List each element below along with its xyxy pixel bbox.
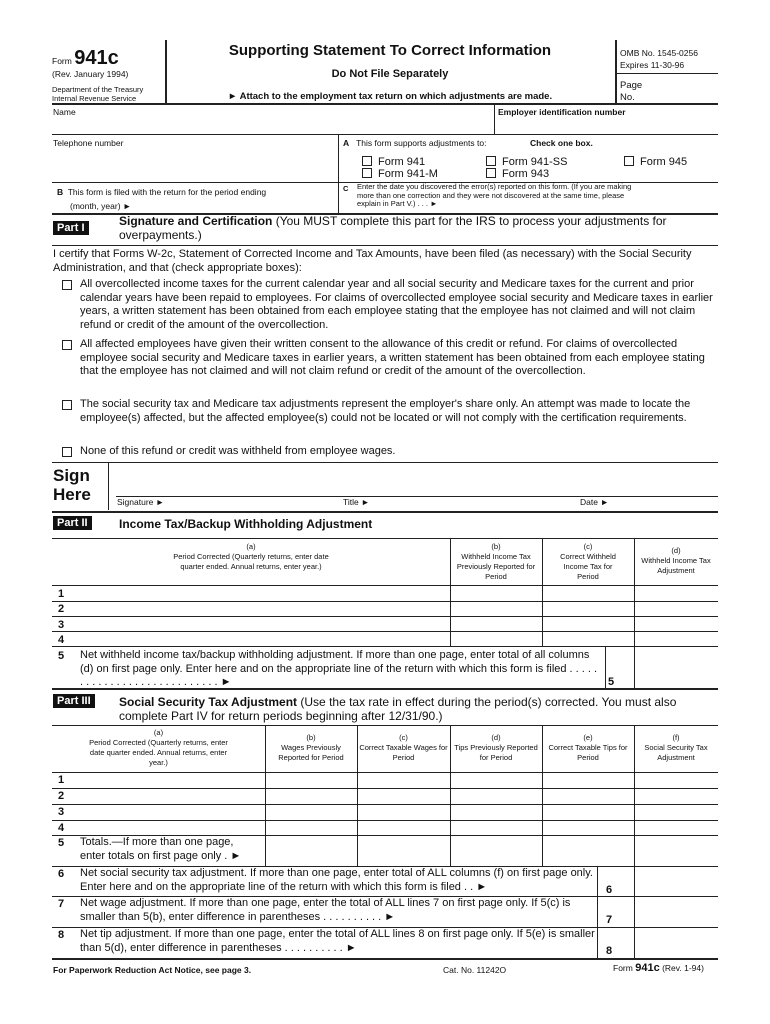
divider [52,688,718,690]
period-ending-field[interactable]: (month, year) ► [70,201,132,211]
divider [52,511,718,513]
option-form-945[interactable] [624,156,687,168]
divider [542,538,543,646]
col-b-header [265,733,357,763]
omb-number: OMB No. 1545-0256 [620,48,698,58]
col-text: Social Security Tax Adjustment [644,743,708,762]
divider [52,804,718,805]
form-number: 941c [635,962,660,974]
checkbox[interactable] [362,168,372,178]
part-iii-title [119,695,719,723]
divider [615,40,617,103]
b-letter: B [57,187,64,197]
signature-line [116,496,718,497]
row-number: 1 [58,588,65,600]
date-field[interactable]: Date ► [580,497,609,507]
check-one: Check one box. [530,138,593,148]
form-label [52,47,119,70]
a-label: This form supports adjustments to: [356,138,487,148]
col-letter: (a) [153,728,164,737]
option-label: Form 943 [502,168,550,180]
row-number: 4 [58,634,65,646]
check-text: None of this refund or credit was withheld from employee wages. [80,445,396,457]
col-text: Correct Withheld Income Tax for Period [560,552,616,581]
checkbox[interactable] [62,280,72,290]
line-7-text: Net wage adjustment. If more than one page, enter the total of ALL lines 7 on first page only. If 5(c) is smaller than 5(b), enter difference in parentheses . . . . . . . . . . ► [80,897,571,923]
telephone-field[interactable]: Telephone number [53,138,124,148]
row-number: 5 [58,837,65,849]
option-form-941m[interactable] [362,168,438,180]
checkbox[interactable] [624,156,634,166]
part-i-heading: Signature and Certification [119,214,273,228]
form-subtitle: Do Not File Separately [331,68,449,80]
divider [52,601,718,602]
footer-revision: (Rev. 1-94) [662,963,704,973]
col-letter: (d) [491,733,501,742]
divider [52,134,718,135]
divider [265,725,266,866]
signature-field[interactable]: Signature ► [117,497,165,507]
c-letter: C [343,184,349,193]
form-title: Supporting Statement To Correct Information [228,42,552,59]
option-form-941ss[interactable] [486,156,567,168]
divider [52,585,718,586]
certification-intro: I certify that Forms W-2c, Statement of Corrected Income and Tax Amounts, have been filed (as necessary) with the Social Security Administration, and that (check appropriate boxes): [53,248,692,274]
option-label: Form 941 [378,156,426,168]
col-letter: (b) [306,733,316,742]
row-number: 2 [58,790,65,802]
check-text: All overcollected income taxes for the current calendar year and all social security and Medicare taxes for the current and prior calendar years have been repaid to employees. For claims of overcollected employee social security and Medicare taxes in earlier years, a written statement has been obtained from each employee stating that the employee has not claimed and will not claim refund or credit of the amount of the overcollection. [80,278,713,331]
part-ii-label: Part II [53,516,92,530]
paperwork-notice: For Paperwork Reduction Act Notice, see page 3. [53,965,252,975]
divider [450,538,451,646]
col-text: Wages Previously Reported for Period [278,743,344,762]
col-a-header [52,728,265,768]
divider [634,725,635,958]
col-letter: (c) [583,542,593,551]
divider [52,820,718,821]
part-iii-heading: Social Security Tax Adjustment [119,695,298,709]
line-8-text: Net tip adjustment. If more than one page, enter the total of ALL lines 8 on first page only. If 5(e) is smaller than 5(d), enter difference in parentheses . . . . . . . . . . ► [80,928,595,954]
part-iii-label: Part III [53,694,95,708]
divider [52,616,718,617]
checkbox[interactable] [362,156,372,166]
divider [108,462,109,510]
ein-field[interactable]: Employer identification number [498,107,626,117]
a-letter: A [343,138,350,148]
row-number: 4 [58,822,65,834]
certification-check-4 [62,445,718,459]
form-word: Form [613,963,633,973]
line-5-totals: Totals.—If more than one page, enter totals on first page only . ► [80,836,242,862]
divider [52,245,718,246]
col-text: Tips Previously Reported for Period [454,743,538,762]
row-number: 3 [58,619,65,631]
divider [605,646,606,688]
col-letter: (b) [491,542,501,551]
b-label: This form is filed with the return for the period ending [67,187,267,197]
agency: Internal Revenue Service [52,94,137,103]
discovery-date-field[interactable]: Enter the date you discovered the error(s) reported on this form. (If you are making more than one correction and they were not discovered at the same time, please explain in Part V.) . . . ► [357,182,632,209]
row-number: 8 [58,929,65,941]
line-5-text: Net withheld income tax/backup withholding adjustment. If more than one page, enter total of all columns (d) on first page only. Enter here and on the appropriate line of the return with which this form is filed . . . . . . . . . . . . . . . . . . . . . . . . . . . . ► [80,649,598,688]
line-number-box: 6 [606,884,613,896]
row-number: 5 [58,650,65,662]
row-number: 2 [58,603,65,615]
divider [450,725,451,866]
divider [52,646,718,647]
certification-check-1 [62,278,718,332]
checkbox[interactable] [62,447,72,457]
attach-instruction: ► Attach to the employment tax return on which adjustments are made. [227,91,553,102]
col-d-header [634,546,718,576]
divider [357,725,358,866]
divider [52,958,718,960]
divider [52,788,718,789]
certification-check-2 [62,338,718,379]
here-text: Here [53,485,91,504]
divider [338,134,339,214]
footer-form [613,962,704,974]
col-text: Withheld Income Tax Previously Reported for Period [456,552,536,581]
col-e-header [542,733,634,763]
line-6-text: Net social security tax adjustment. If more than one page, enter total of ALL columns (f) on first page only. Enter here and on the appropriate line of the return with which this form is filed . . ► [80,867,593,893]
part-i-instructions: (You MUST complete this part for the IRS to process your adjustments for overpayments.) [119,214,667,242]
part-iii-instructions: (Use the tax rate in effect during the period(s) corrected. You must also complete Part IV for return periods beginning after 12/31/90.) [119,695,677,723]
option-label: Form 945 [640,156,688,168]
col-text: Correct Taxable Wages for Period [359,743,448,762]
divider [52,772,718,773]
row-number: 7 [58,898,65,910]
col-letter: (c) [399,733,408,742]
option-label: Form 941-M [378,168,438,180]
divider [542,725,543,866]
col-text: Withheld Income Tax Adjustment [641,556,711,575]
sign-text: Sign [53,466,90,485]
divider [52,538,718,539]
form-number: 941c [74,47,119,69]
check-text: All affected employees have given their written consent to the allowance of this credit or refund. For claims of overcollected employee social security and Medicare taxes in earlier years, a written statement has been obtained from each employee stating that the employee has not claimed and will not claim refund or credit of the amount of the overcollection. [80,338,705,377]
catalog-number: Cat. No. 11242O [443,965,507,975]
divider [52,725,718,726]
page-no: No. [620,92,635,103]
option-label: Form 941-SS [502,156,568,168]
part-ii-title: Income Tax/Backup Withholding Adjustment [119,517,373,531]
check-text: The social security tax and Medicare tax adjustments represent the employer's share only. An attempt was made to locate the employee(s) affected, but the affected employee(s) could not be located or will not comply with the certification requirements. [80,398,691,424]
department: Department of the Treasury [52,85,144,94]
checkbox[interactable] [486,156,496,166]
divider [52,462,718,463]
expires: Expires 11-30-96 [620,60,685,70]
checkbox[interactable] [62,400,72,410]
divider [494,104,495,134]
row-number: 3 [58,806,65,818]
col-letter: (d) [671,546,681,555]
divider [52,103,718,105]
option-form-943[interactable] [486,168,549,180]
col-text: Period Corrected (Quarterly returns, enter date quarter ended. Annual returns, enter year.) [89,738,228,767]
option-form-941[interactable] [362,156,425,168]
col-text: Correct Taxable Tips for Period [548,743,628,762]
row-number: 6 [58,868,65,880]
divider [615,73,718,74]
col-text: Period Corrected (Quarterly returns, enter date quarter ended. Annual returns, enter year.) [173,552,329,571]
col-d-header [450,733,542,763]
line-number-box: 5 [608,676,615,688]
col-b-header [450,542,542,582]
checkbox[interactable] [62,340,72,350]
checkbox[interactable] [486,168,496,178]
page-label: Page [620,80,643,91]
form-word: Form [52,56,72,66]
line-number-box: 7 [606,914,613,926]
col-c-header [357,733,450,763]
part-i-label: Part I [53,221,89,235]
col-letter: (a) [246,542,256,551]
divider [634,538,635,688]
title-field[interactable]: Title ► [343,497,370,507]
col-c-header [542,542,634,582]
row-number: 1 [58,774,65,786]
part-i-title [119,214,719,242]
name-field[interactable]: Name [53,107,76,117]
sign-here-label [53,466,91,504]
col-letter: (f) [672,733,680,742]
certification-check-3 [62,398,718,425]
revision: (Rev. January 1994) [52,69,129,79]
col-letter: (e) [583,733,593,742]
line-number-box: 8 [606,945,613,957]
divider [52,631,718,632]
col-a-header [52,542,450,572]
col-f-header [634,733,718,763]
